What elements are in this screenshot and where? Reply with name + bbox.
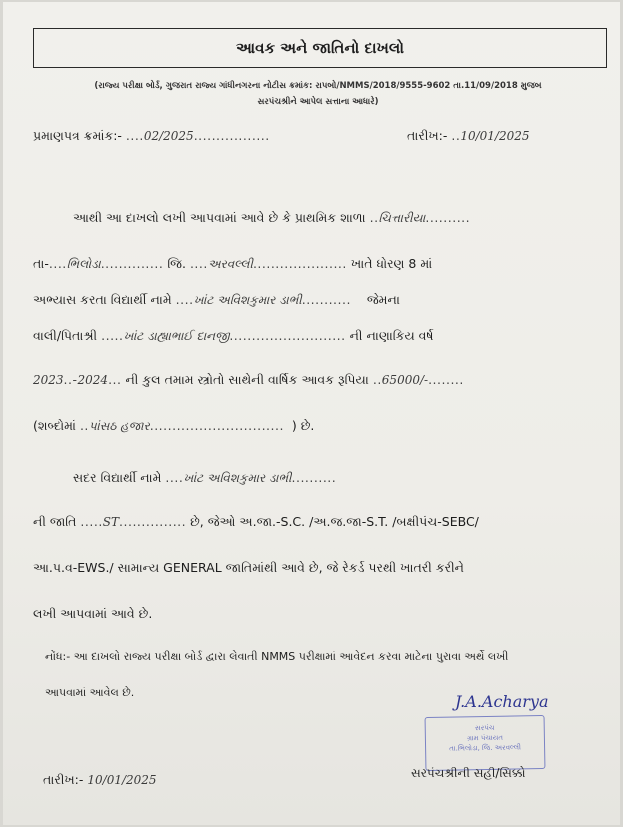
footnote-label: નોંધ:-	[45, 650, 71, 663]
body-line-5: 2023..-2024... ની કુલ તમામ સ્ત્રોતો સાથેની વાર્ષિક આવક રૂપિયા ..65000/-........	[33, 372, 464, 387]
certificate-page	[3, 2, 620, 825]
body-line-1: આથી આ દાખલો લખી આપવામાં આવે છે કે પ્રાથમિક શાળા ..ચિત્તારીયા..........	[73, 210, 471, 225]
notice-reference: (રાજ્ય પરીક્ષા બોર્ડ, ગુજરાત રાજ્ય ગાંધીનગરના નોટીસ ક્રમાંક: રાપબો/NMMS/2018/9555-9602 તા.11/09/2018 મુજબ	[94, 81, 542, 91]
body-line-10: લખી આપવામાં આવે છે.	[33, 606, 153, 621]
year-from: 2023	[33, 373, 64, 387]
issue-date-value: 10/01/2025	[460, 129, 530, 143]
footnote-line-2: આપવામાં આવેલ છે.	[45, 686, 135, 699]
certificate-title: આવક અને જાતિનો દાખલો	[33, 28, 607, 68]
footnote-text: આ દાખલો રાજ્ય પરીક્ષા બોર્ડ દ્વારા લેવાતી NMMS પરીક્ષામાં આવેદન કરવા માટેના પુરાવા અર્થે લખી	[73, 650, 509, 663]
amount-in-words: પાંસઠ હજાર	[88, 419, 150, 433]
issue-date-label: તારીખ:-	[407, 128, 448, 143]
student-name-repeat: ખાંટ અવિશકુમાર ડાભી	[183, 471, 292, 485]
certificate-number-row: પ્રમાણપત્ર ક્રમાંક:- ....02/2025.................	[33, 128, 270, 143]
footnote-line-1	[45, 650, 508, 664]
footer-date-value: 10/01/2025	[87, 773, 157, 787]
income-amount: 65000/-	[381, 373, 429, 387]
caste-value: ST	[102, 515, 120, 529]
student-name: ખાંટ અવિશકુમાર ડાભી	[193, 293, 302, 307]
sarpanch-signature-label: સરપંચશ્રીની સહી/સિક્કો	[411, 766, 526, 780]
notice-authority: સરપંચશ્રીને આપેલ સત્તાના આધારે)	[257, 97, 379, 107]
body-line-2: તા-....ભિલોડા.............. જિ. ....અરવલ્લી..................... ખાતે ધોરણ 8 માં	[33, 256, 433, 271]
body-line-8: ની જાતિ .....ST............... છે, જેઓ અ.જા.-S.C. /અ.જ.જા-S.T. /બક્ષીપંચ-SEBC/	[33, 514, 479, 529]
parent-name: ખાંટ ડાહ્યાભાઈ દાનજી	[123, 329, 230, 343]
taluka-name: ભિલોડા	[66, 257, 101, 271]
body-line-3: અભ્યાસ કરતા વિદ્યાર્થી નામે ....ખાંટ અવિશકુમાર ડાભી........... જેમના	[33, 292, 400, 307]
body-line-4: વાલી/પિતાશ્રી .....ખાંટ ડાહ્યાભાઈ દાનજી.......................... ની નાણાકિય વર્ષ	[33, 328, 434, 343]
certificate-number-value: 02/2025	[143, 129, 194, 143]
body-line-9: આ.પ.વ-EWS./ સામાન્ય GENERAL જાતિમાંથી આવે છે, જે રેકર્ડ પરથી ખાતરી કરીને	[33, 560, 464, 575]
year-to: 2024	[77, 373, 109, 387]
footer-date-row	[43, 772, 157, 788]
body-line-7: સદર વિદ્યાર્થી નામે ....ખાંટ અવિશકુમાર ડાભી..........	[73, 470, 337, 485]
body-line-6: (શબ્દોમાં ..પાંસઠ હજાર.............................. ) છે.	[33, 418, 315, 433]
sarpanch-stamp: સરપંચ ગ્રામ પંચાયત તા.ભિલોડા, જિ. અરવલ્લી	[425, 715, 546, 771]
district-name: અરવલ્લી	[207, 257, 253, 271]
certificate-number-label: પ્રમાણપત્ર ક્રમાંક:-	[33, 128, 122, 143]
signature: J.A.Acharya	[455, 692, 549, 711]
school-name: ચિત્તારીયા	[378, 211, 426, 225]
footer-date-label: તારીખ:-	[43, 772, 84, 787]
issue-date-row: તારીખ:- ..10/01/2025	[407, 128, 530, 143]
